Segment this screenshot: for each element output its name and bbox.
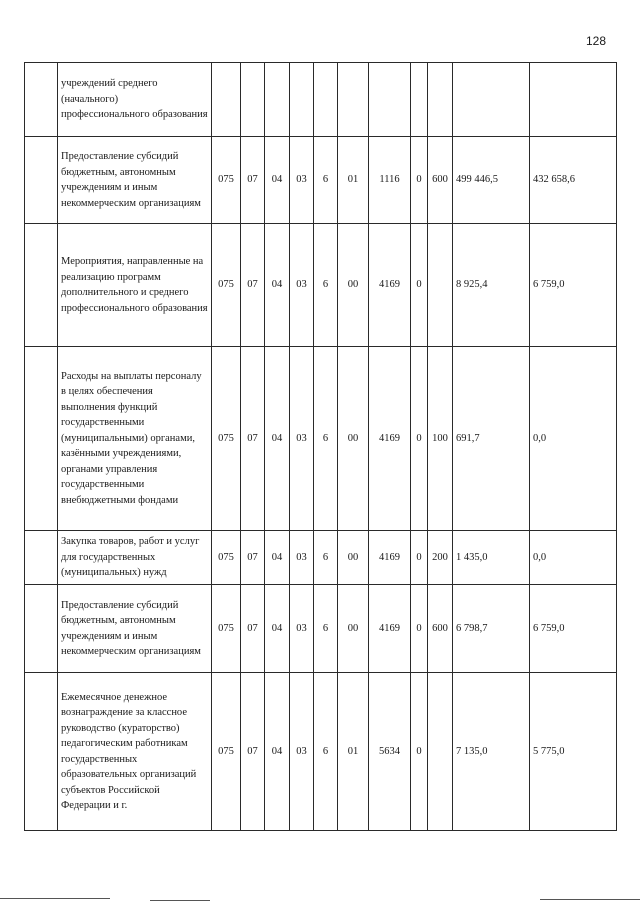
vr-cell bbox=[428, 224, 453, 347]
rz-cell: 07 bbox=[241, 585, 265, 673]
pr-cell: 04 bbox=[265, 137, 290, 224]
p2-cell: 6 bbox=[314, 585, 338, 673]
p4-cell bbox=[369, 63, 411, 137]
index-cell bbox=[25, 673, 58, 831]
ved-cell: 075 bbox=[212, 137, 241, 224]
p3-cell: 00 bbox=[338, 224, 369, 347]
p4-cell: 4169 bbox=[369, 347, 411, 531]
sum2-cell bbox=[530, 63, 617, 137]
p2-cell: 6 bbox=[314, 137, 338, 224]
p4-cell: 5634 bbox=[369, 673, 411, 831]
vr-cell: 100 bbox=[428, 347, 453, 531]
pr-cell: 04 bbox=[265, 673, 290, 831]
sum1-cell: 691,7 bbox=[453, 347, 530, 531]
index-cell bbox=[25, 137, 58, 224]
sum2-cell: 6 759,0 bbox=[530, 224, 617, 347]
p4-cell: 4169 bbox=[369, 531, 411, 585]
rz-cell bbox=[241, 63, 265, 137]
ved-cell: 075 bbox=[212, 347, 241, 531]
p2-cell: 6 bbox=[314, 531, 338, 585]
p3-cell: 01 bbox=[338, 137, 369, 224]
rz-cell: 07 bbox=[241, 137, 265, 224]
ved-cell: 075 bbox=[212, 585, 241, 673]
ved-cell: 075 bbox=[212, 531, 241, 585]
index-cell bbox=[25, 224, 58, 347]
table-row bbox=[25, 347, 617, 531]
sum1-cell: 6 798,7 bbox=[453, 585, 530, 673]
vr-cell: 200 bbox=[428, 531, 453, 585]
page-edge-mark bbox=[540, 899, 640, 900]
p3-cell: 00 bbox=[338, 585, 369, 673]
pr-cell: 04 bbox=[265, 347, 290, 531]
item-name-cell: Ежемесячное денежное вознаграждение за классное руководство (кураторство) педагогическим работникам государственных образовательных организаций субъектов Российской Федерации и г. bbox=[58, 673, 212, 831]
p5-cell: 0 bbox=[411, 585, 428, 673]
p1-cell bbox=[290, 63, 314, 137]
p5-cell: 0 bbox=[411, 224, 428, 347]
p4-cell: 4169 bbox=[369, 224, 411, 347]
index-cell bbox=[25, 531, 58, 585]
vr-cell bbox=[428, 673, 453, 831]
p1-cell: 03 bbox=[290, 347, 314, 531]
item-name-cell: Расходы на выплаты персоналу в целях обеспечения выполнения функций государственными (муниципальными) органами, казёнными учреждениями, органами управления государственными внебюджетными фондами bbox=[58, 347, 212, 531]
sum1-cell: 8 925,4 bbox=[453, 224, 530, 347]
index-cell bbox=[25, 63, 58, 137]
table-row bbox=[25, 585, 617, 673]
p2-cell: 6 bbox=[314, 347, 338, 531]
rz-cell: 07 bbox=[241, 531, 265, 585]
sum2-cell: 0,0 bbox=[530, 531, 617, 585]
index-cell bbox=[25, 585, 58, 673]
table-row bbox=[25, 224, 617, 347]
table-row bbox=[25, 63, 617, 137]
rz-cell: 07 bbox=[241, 224, 265, 347]
p3-cell bbox=[338, 63, 369, 137]
item-name-cell: Предоставление субсидий бюджетным, автономным учреждениям и иным некоммерческим организациям bbox=[58, 585, 212, 673]
budget-table bbox=[24, 62, 617, 831]
table-row bbox=[25, 531, 617, 585]
p5-cell: 0 bbox=[411, 673, 428, 831]
ved-cell: 075 bbox=[212, 673, 241, 831]
item-name-cell: учреждений среднего (начального) профессионального образования bbox=[58, 63, 212, 137]
page-edge-mark bbox=[0, 898, 110, 899]
page-edge-mark bbox=[150, 900, 210, 901]
sum2-cell: 6 759,0 bbox=[530, 585, 617, 673]
page-number: 128 bbox=[585, 34, 606, 48]
p2-cell: 6 bbox=[314, 224, 338, 347]
p3-cell: 00 bbox=[338, 347, 369, 531]
pr-cell: 04 bbox=[265, 585, 290, 673]
p3-cell: 00 bbox=[338, 531, 369, 585]
table-row bbox=[25, 673, 617, 831]
ved-cell: 075 bbox=[212, 224, 241, 347]
pr-cell: 04 bbox=[265, 224, 290, 347]
p5-cell: 0 bbox=[411, 347, 428, 531]
item-name-cell: Мероприятия, направленные на реализацию программ дополнительного и среднего профессионального образования bbox=[58, 224, 212, 347]
p1-cell: 03 bbox=[290, 673, 314, 831]
pr-cell bbox=[265, 63, 290, 137]
rz-cell: 07 bbox=[241, 673, 265, 831]
p5-cell: 0 bbox=[411, 531, 428, 585]
pr-cell: 04 bbox=[265, 531, 290, 585]
p1-cell: 03 bbox=[290, 224, 314, 347]
sum1-cell: 1 435,0 bbox=[453, 531, 530, 585]
p3-cell: 01 bbox=[338, 673, 369, 831]
ved-cell bbox=[212, 63, 241, 137]
p1-cell: 03 bbox=[290, 137, 314, 224]
sum2-cell: 5 775,0 bbox=[530, 673, 617, 831]
p2-cell: 6 bbox=[314, 673, 338, 831]
vr-cell: 600 bbox=[428, 137, 453, 224]
sum1-cell: 499 446,5 bbox=[453, 137, 530, 224]
p5-cell bbox=[411, 63, 428, 137]
p4-cell: 1116 bbox=[369, 137, 411, 224]
sum2-cell: 0,0 bbox=[530, 347, 617, 531]
p1-cell: 03 bbox=[290, 585, 314, 673]
sum2-cell: 432 658,6 bbox=[530, 137, 617, 224]
table-row bbox=[25, 137, 617, 224]
p2-cell bbox=[314, 63, 338, 137]
sum1-cell bbox=[453, 63, 530, 137]
p5-cell: 0 bbox=[411, 137, 428, 224]
item-name-cell: Предоставление субсидий бюджетным, автономным учреждениям и иным некоммерческим организациям bbox=[58, 137, 212, 224]
p4-cell: 4169 bbox=[369, 585, 411, 673]
sum1-cell: 7 135,0 bbox=[453, 673, 530, 831]
vr-cell: 600 bbox=[428, 585, 453, 673]
item-name-cell: Закупка товаров, работ и услуг для государственных (муниципальных) нужд bbox=[58, 531, 212, 585]
p1-cell: 03 bbox=[290, 531, 314, 585]
vr-cell bbox=[428, 63, 453, 137]
index-cell bbox=[25, 347, 58, 531]
rz-cell: 07 bbox=[241, 347, 265, 531]
